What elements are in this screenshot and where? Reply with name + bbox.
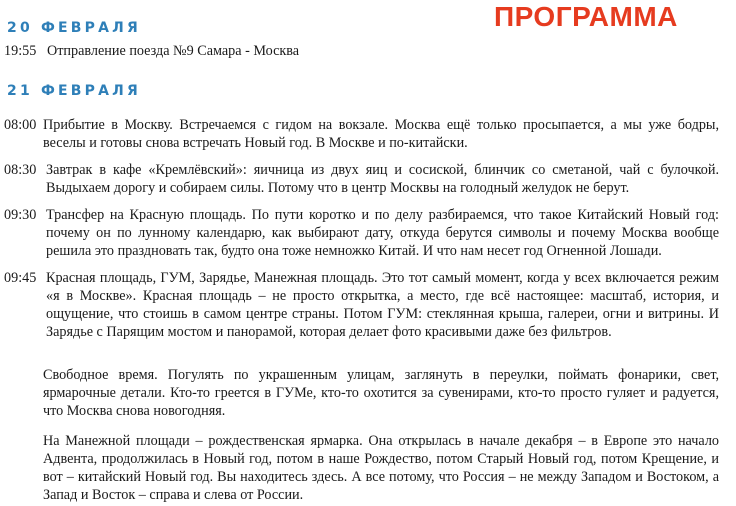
entry-time: 08:30 <box>4 162 37 178</box>
entry-time: 09:45 <box>4 270 37 286</box>
entry-text: Завтрак в кафе «Кремлёвский»: яичница из двух яиц и сосиской, блинчик со сметаной, чай с булочкой. Выдыхаем дорогу и собираем силы. Потому что в центр Москвы на голодный желудок не берут. <box>46 162 719 196</box>
entry-text: Прибытие в Москву. Встречаемся с гидом на вокзале. Москва ещё только просыпается, а мы уже бодры, веселы и готовы снова встречать Новый год. В Москве и по-китайски. <box>43 117 719 151</box>
day-heading-20-feb: 20 ФЕВРАЛЯ <box>7 20 141 36</box>
entry-text: Трансфер на Красную площадь. По пути коротко и по делу разбираемся, что такое Китайский Новый год: почему он по лунному календарю, как выбирают дату, откуда берутся символы и почему Москва вообще решила это праздновать так, будто она тоже немножко Китай. И что нам несет год Огненной Лошади. <box>46 207 719 259</box>
fair-paragraph: На Манежной площади – рождественская ярмарка. Она открылась в начале декабря – в Европе это начало Адвента, продолжилась в Новый год, потом в наше Рождество, потом Старый Новый год, потом Крещение, и вот – китайский Новый год. Вы находитесь здесь. А все потому, что Россия – не между Западом и Востоком, а Запад и Восток – справа и слева от России. <box>43 433 719 503</box>
entry-time: 09:30 <box>4 207 37 223</box>
schedule-entry-1955 <box>4 42 299 60</box>
entry-time: 19:55 <box>4 43 37 59</box>
entry-time: 08:00 <box>4 117 37 133</box>
free-time-paragraph: Свободное время. Погулять по украшенным улицам, заглянуть в переулки, поймать фонарики, свет, ярмарочные детали. Кто-то греется в ГУМе, кто-то охотится за сувенирами, кто-то просто гуляет и радуется, что Москва снова новогодняя. <box>43 367 719 419</box>
entry-text: Отправление поезда №9 Самара - Москва <box>46 43 300 59</box>
program-title: ПРОГРАММА <box>494 1 678 32</box>
entry-text: Красная площадь, ГУМ, Зарядье, Манежная площадь. Это тот самый момент, когда у всех включается режим «я в Москве». Красная площадь – не просто открытка, а место, где всё настоящее: масштаб, история, и ощущение, что стоишь в самом центре страны. Потом ГУМ: стеклянная крыша, галереи, огни и витрины. И Зарядье с Парящим мостом и панорамой, которая делает фото красивыми даже без фильтров. <box>46 270 719 340</box>
day-heading-21-feb: 21 ФЕВРАЛЯ <box>7 83 141 99</box>
